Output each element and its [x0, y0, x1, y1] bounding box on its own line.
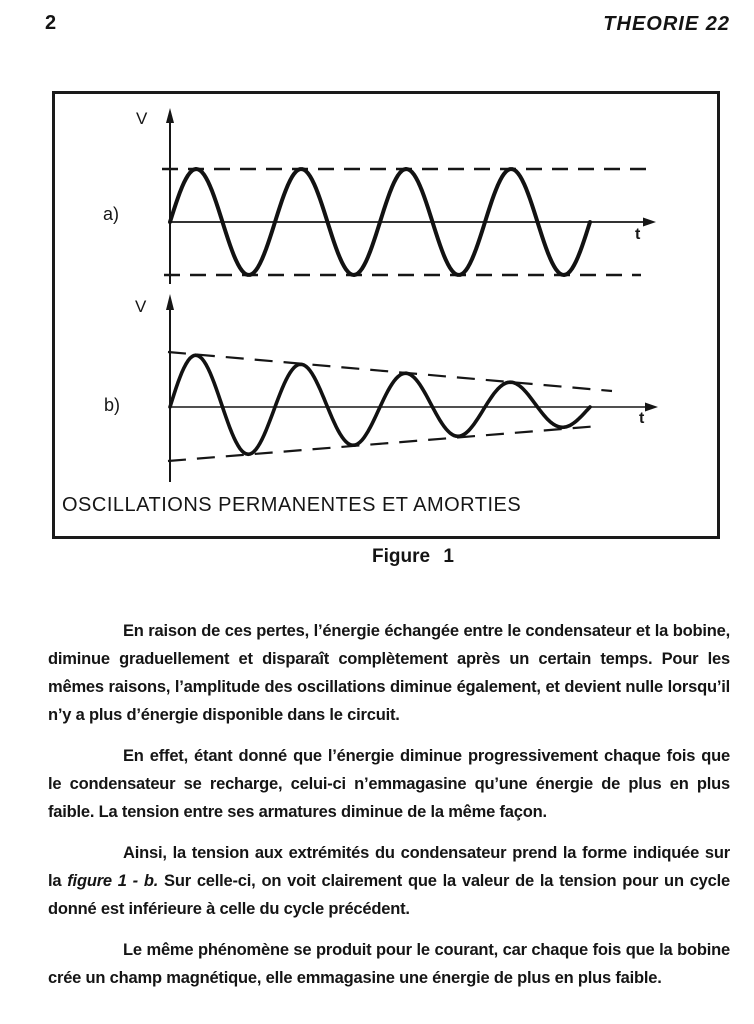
body-text [48, 617, 730, 1005]
paragraph-3 [48, 839, 730, 923]
diagram-b-label: b) [104, 395, 121, 415]
section-title: THEORIE 22 [603, 13, 730, 35]
diagram-a-label: a) [103, 204, 120, 224]
paragraph-4: Le même phénomène se produit pour le courant, car chaque fois que la bobine crée un champ magnétique, elle emmagasine une énergie de plus en plus faible. [48, 941, 730, 987]
diagram-a-x-axis-label: t [635, 226, 641, 243]
diagram-a-y-axis-label: V [136, 109, 148, 128]
paragraph-3-text-cont: Sur celle-ci, on voit clairement que la valeur de la tension pour un cycle donné est inférieure à celle du cycle précédent. [48, 872, 731, 918]
diagram-b-y-axis-arrow-icon [166, 294, 174, 310]
figure-caption: Figure 1 [372, 546, 454, 567]
diagram-a-x-axis-arrow-icon [643, 218, 656, 227]
figure-box [52, 91, 720, 539]
diagram-b-x-axis-arrow-icon [645, 403, 658, 412]
figure-box-caption: OSCILLATIONS PERMANENTES ET AMORTIES [62, 494, 522, 516]
diagram-a-y-axis-arrow-icon [166, 108, 174, 123]
figure-reference: figure 1 - b. [67, 872, 159, 890]
paragraph-2: En effet, étant donné que l’énergie diminue progressivement chaque fois que le condensateur se recharge, celui-ci n’emmagasine qu’une énergie de plus en plus faible. La tension entre ses armatures diminue de la même façon. [48, 747, 730, 821]
paragraph-3-text: Ainsi, la tension aux extrémités du condensateur prend la forme indiquée sur la [48, 844, 730, 890]
oscillation-diagrams [55, 94, 717, 536]
diagram-b-x-axis-label: t [639, 410, 645, 427]
diagram-b-y-axis-label: V [135, 297, 147, 316]
page-number: 2 [45, 12, 57, 34]
paragraph-1: En raison de ces pertes, l’énergie échangée entre le condensateur et la bobine, diminue graduellement et disparaît complètement après un certain temps. Pour les mêmes raisons, l’amplitude des oscillations diminue également, et devient nulle lorsqu’il n’y a plus d’énergie disponible dans le circuit. [48, 622, 730, 724]
